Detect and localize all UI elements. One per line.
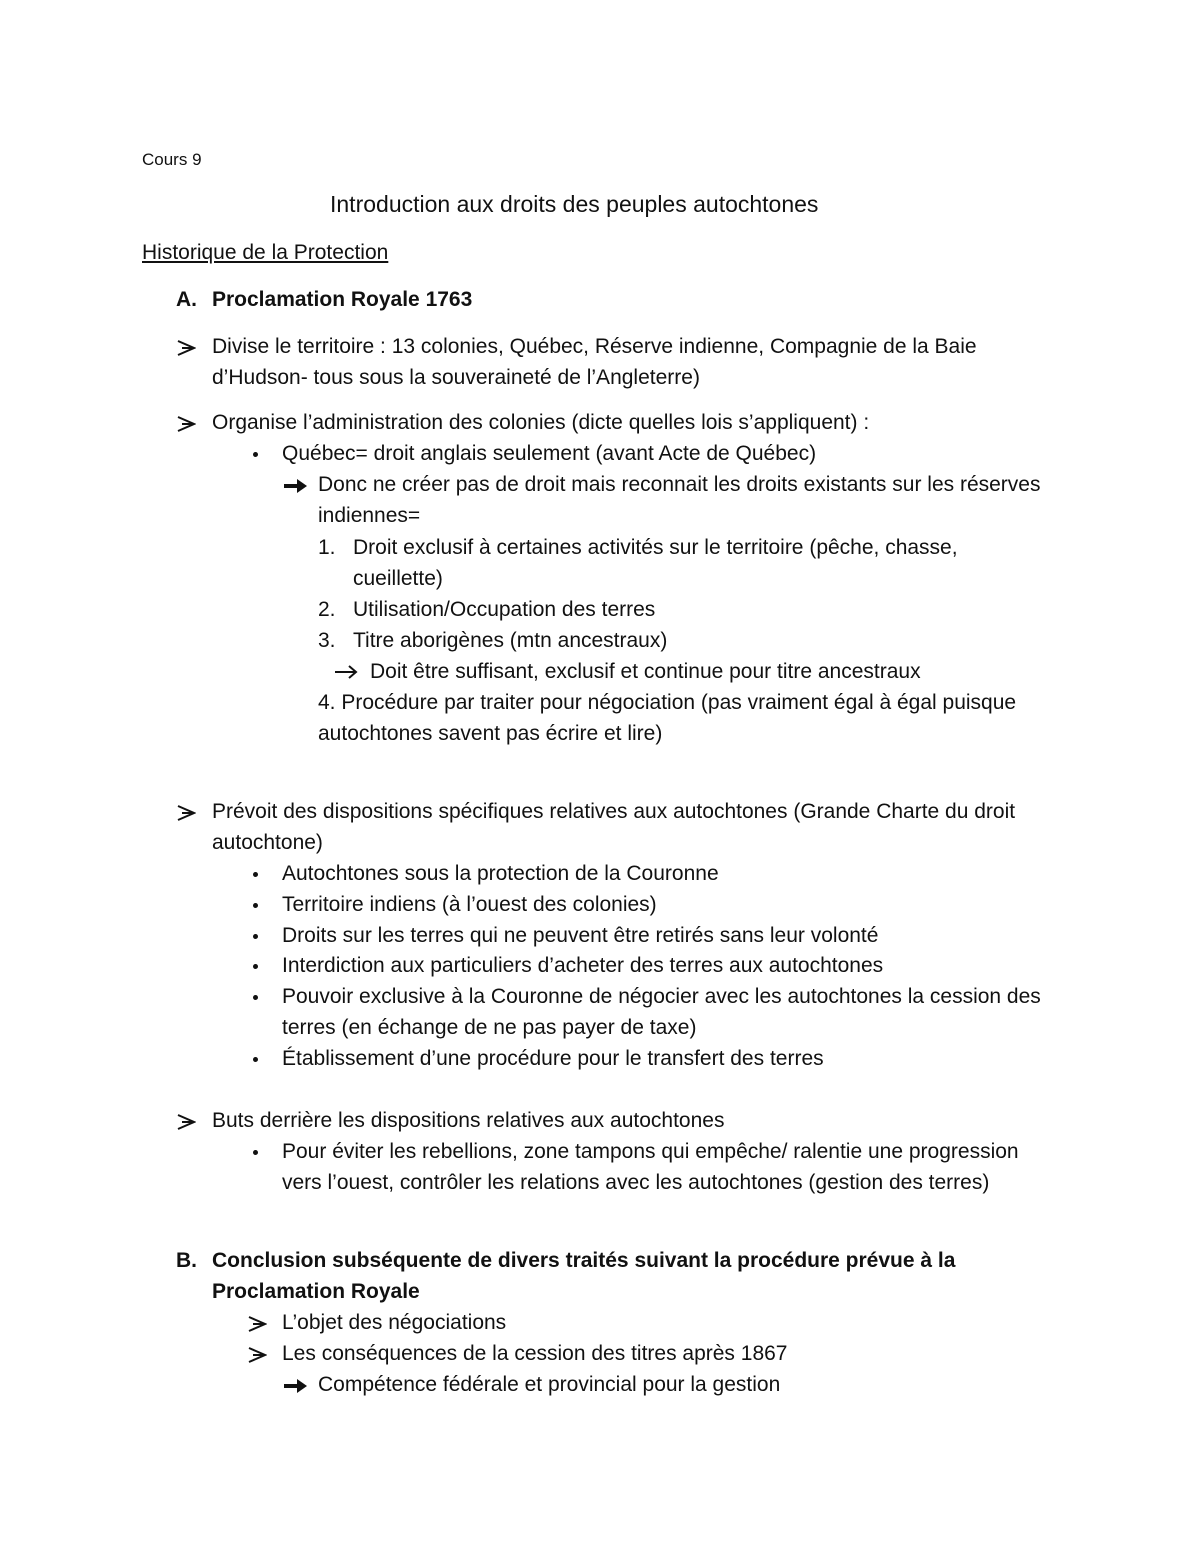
chevron-bullet-icon — [247, 1316, 267, 1332]
bullet-icon — [253, 934, 258, 939]
doit-line: Doit être suffisant, exclusif et continue pour titre ancestraux — [370, 660, 921, 683]
numbered-item-1-line-2: cueillette) — [353, 567, 443, 590]
list-item: Pouvoir exclusive à la Couronne de négocier avec les autochtones la cession des — [282, 985, 1041, 1008]
bullet-icon — [253, 964, 258, 969]
arrow-right-icon — [283, 1378, 309, 1394]
part-b-marker: B. — [176, 1249, 197, 1272]
list-item-continued: terres (en échange de ne pas payer de taxe) — [282, 1016, 697, 1039]
arrow-right-outline-icon — [334, 664, 360, 680]
chevron-bullet-icon — [176, 1114, 196, 1130]
list-item: Établissement d’une procédure pour le transfert des terres — [282, 1047, 824, 1070]
list-item: Droits sur les terres qui ne peuvent être retirés sans leur volonté — [282, 924, 879, 947]
chevron-bullet-icon — [176, 805, 196, 821]
buts-bullet-line-2: vers l’ouest, contrôler les relations avec les autochtones (gestion des terres) — [282, 1171, 990, 1194]
num-2: 2. — [318, 598, 336, 621]
page-title: Introduction aux droits des peuples autochtones — [330, 191, 819, 217]
part-b-arrow-item: Compétence fédérale et provincial pour la gestion — [318, 1373, 781, 1396]
bullet-icon — [253, 903, 258, 908]
list-item: Territoire indiens (à l’ouest des colonies) — [282, 893, 657, 916]
num-3: 3. — [318, 629, 336, 652]
course-label: Cours 9 — [142, 150, 202, 169]
donc-line-2: indiennes= — [318, 504, 421, 527]
divise-line-2: d’Hudson- tous sous la souveraineté de l’Angleterre) — [212, 366, 700, 389]
chevron-bullet-icon — [176, 340, 196, 356]
buts-line: Buts derrière les dispositions relatives aux autochtones — [212, 1109, 725, 1132]
bullet-icon — [253, 452, 258, 457]
buts-bullet-line-1: Pour éviter les rebellions, zone tampons qui empêche/ ralentie une progression — [282, 1140, 1019, 1163]
arrow-right-icon — [283, 478, 309, 494]
part-b-heading-line-2: Proclamation Royale — [212, 1280, 420, 1303]
section-heading: Historique de la Protection — [142, 241, 389, 264]
part-a-heading: Proclamation Royale 1763 — [212, 288, 473, 311]
num-1: 1. — [318, 536, 336, 559]
item4-line-1: 4. Procédure par traiter pour négociation (pas vraiment égal à égal puisque — [318, 691, 1017, 714]
chevron-bullet-icon — [247, 1347, 267, 1363]
part-b-heading-line-1: Conclusion subséquente de divers traités suivant la procédure prévue à la — [212, 1249, 956, 1272]
part-b-item-1: L’objet des négociations — [282, 1311, 507, 1334]
quebec-line: Québec= droit anglais seulement (avant Acte de Québec) — [282, 442, 817, 465]
donc-line-1: Donc ne créer pas de droit mais reconnait les droits existants sur les réserves — [318, 473, 1041, 496]
prevoit-line-1: Prévoit des dispositions spécifiques relatives aux autochtones (Grande Charte du droit — [212, 800, 1016, 823]
bullet-icon — [253, 872, 258, 877]
prevoit-line-2: autochtone) — [212, 831, 323, 854]
bullet-icon — [253, 1057, 258, 1062]
numbered-item-2: Utilisation/Occupation des terres — [353, 598, 656, 621]
bullet-icon — [253, 1150, 258, 1155]
numbered-item-1-line-1: Droit exclusif à certaines activités sur le territoire (pêche, chasse, — [353, 536, 958, 559]
list-item: Autochtones sous la protection de la Couronne — [282, 862, 719, 885]
divise-line-1: Divise le territoire : 13 colonies, Québec, Réserve indienne, Compagnie de la Baie — [212, 335, 977, 358]
part-b-item-2: Les conséquences de la cession des titres après 1867 — [282, 1342, 788, 1365]
numbered-item-3: Titre aborigènes (mtn ancestraux) — [353, 629, 668, 652]
part-a-marker: A. — [176, 288, 197, 311]
item4-line-2: autochtones savent pas écrire et lire) — [318, 722, 663, 745]
bullet-icon — [253, 995, 258, 1000]
list-item: Interdiction aux particuliers d’acheter des terres aux autochtones — [282, 954, 884, 977]
organise-line: Organise l’administration des colonies (dicte quelles lois s’appliquent) : — [212, 411, 870, 434]
chevron-bullet-icon — [176, 416, 196, 432]
